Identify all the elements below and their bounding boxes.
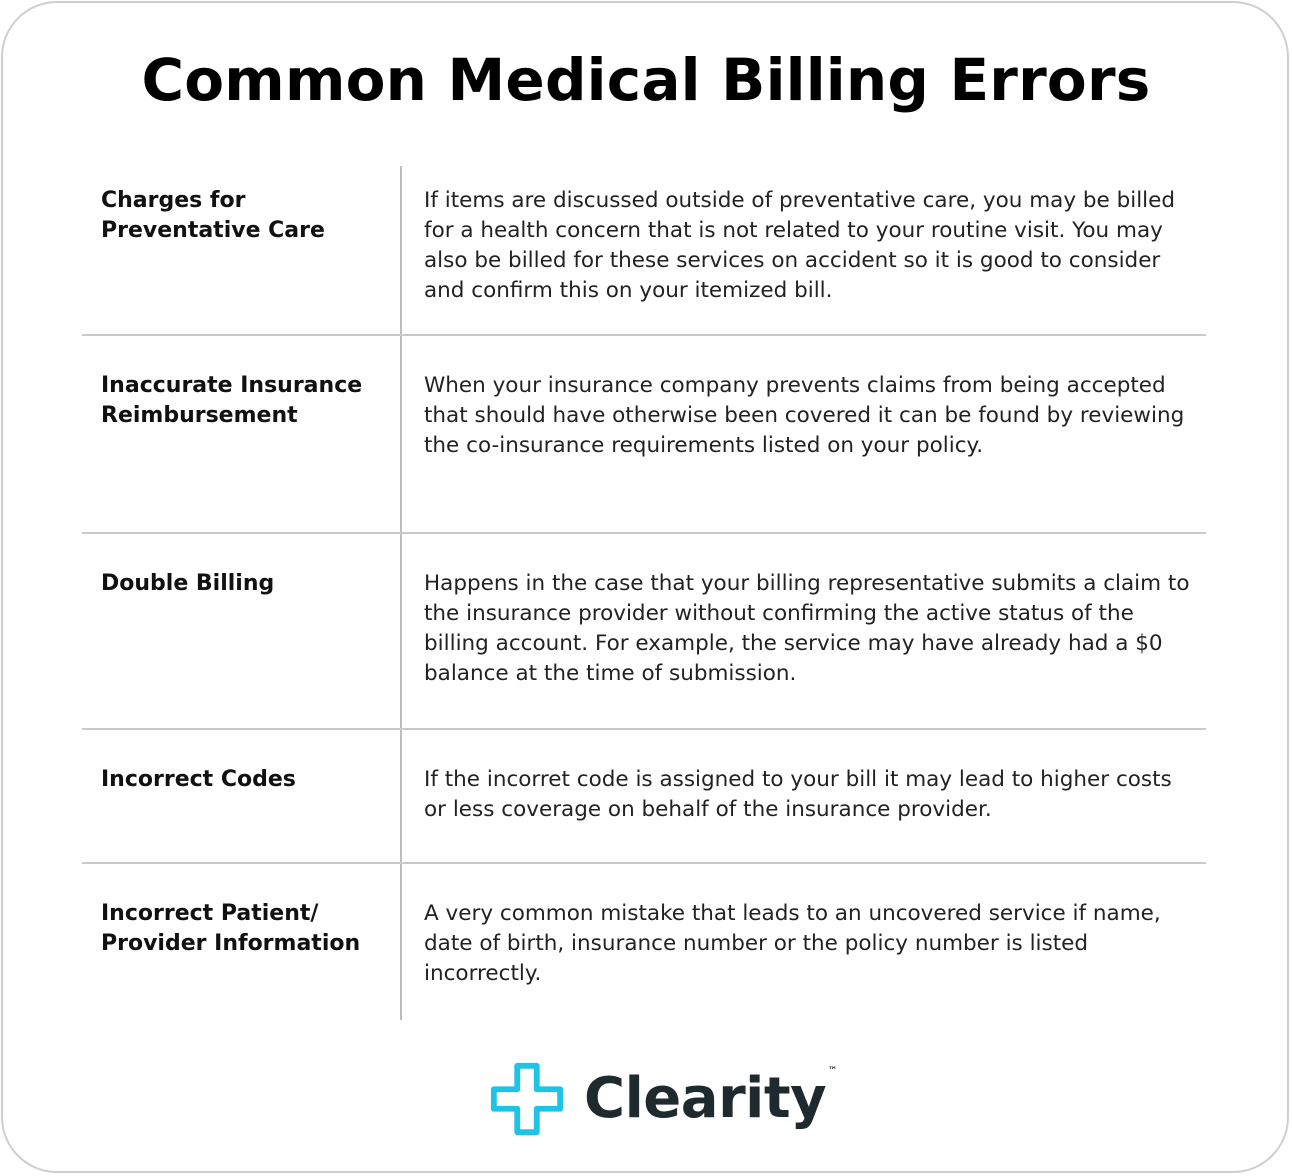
- errors-table: [82, 166, 1206, 1020]
- cross-outline-icon: [488, 1060, 566, 1138]
- row-description: A very common mistake that leads to an uncovered service if name, date of birth, insurance number or the policy number is listed incorrectly.: [424, 901, 1161, 986]
- table-row: [82, 534, 1206, 730]
- table-row: [82, 336, 1206, 534]
- table-row: [82, 166, 1206, 336]
- row-label: Incorrect Codes: [82, 730, 402, 862]
- page-title: Common Medical Billing Errors: [141, 46, 1151, 114]
- row-description: Happens in the case that your billing representative submits a claim to the insurance provider without confirming the active status of the billing account. For example, the service may have already had a $0 balance at the time of submission.: [424, 571, 1190, 686]
- row-label: Charges for Preventative Care: [82, 166, 402, 334]
- row-label: Double Billing: [82, 534, 402, 728]
- brand-logo: [488, 1058, 837, 1140]
- trademark-mark: ™: [828, 1066, 837, 1076]
- row-label: Inaccurate Insurance Reimbursement: [82, 336, 402, 532]
- row-label: Incorrect Patient/ Provider Information: [82, 864, 402, 1020]
- row-description: When your insurance company prevents claims from being accepted that should have otherwise been covered it can be found by reviewing the co-insurance requirements listed on your policy.: [424, 373, 1185, 458]
- brand-name: Clearity ™: [584, 1066, 837, 1131]
- row-description: If items are discussed outside of preventative care, you may be billed for a health concern that is not related to your routine visit. You may also be billed for these services on accident so it is good to consider and confirm this on your itemized bill.: [424, 188, 1176, 303]
- table-row: [82, 864, 1206, 1020]
- row-description: If the incorret code is assigned to your bill it may lead to higher costs or less coverage on behalf of the insurance provider.: [424, 767, 1172, 822]
- table-row: [82, 730, 1206, 864]
